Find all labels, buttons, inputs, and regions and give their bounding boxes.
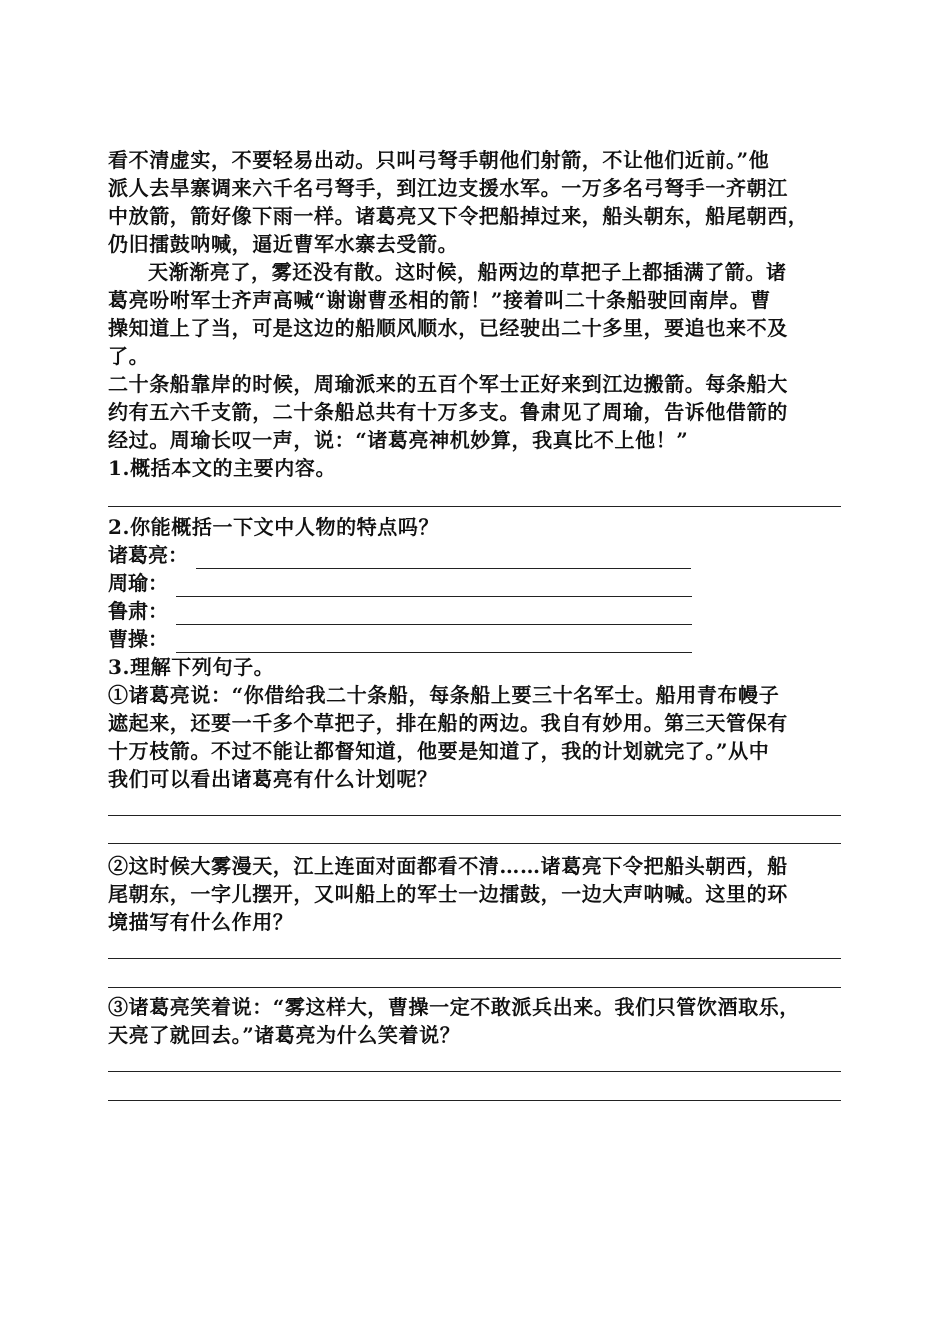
- text-line: 二十条船靠岸的时候，周瑜派来的五百个军士正好来到江边搬箭。每条船大: [108, 372, 788, 396]
- answer-line[interactable]: [176, 574, 692, 597]
- answer-line[interactable]: [176, 630, 692, 653]
- question-2: 2.你能概括一下文中人物的特点吗？: [108, 515, 440, 539]
- trait-field-lusu: [108, 597, 841, 625]
- question-3: 3.理解下列句子。: [108, 655, 275, 679]
- question-3-2: [108, 852, 841, 936]
- text-line: 派人去旱寨调来六千名弓弩手，到江边支援水军。一万多名弓弩手一齐朝江: [108, 176, 788, 200]
- text-line: ③诸葛亮笑着说：“雾这样大，曹操一定不敢派兵出来。我们只管饮酒取乐，: [108, 995, 800, 1019]
- trait-field-zhouyu: [108, 569, 841, 597]
- text-line: 约有五六千支箭，二十条船总共有十万多支。鲁肃见了周瑜，告诉他借箭的: [108, 400, 788, 424]
- text-line: 天渐渐亮了，雾还没有散。这时候，船两边的草把子上都插满了箭。诸: [148, 260, 787, 284]
- text-line: 境描写有什么作用？: [108, 910, 294, 934]
- text-line: 中放箭，箭好像下雨一样。诸葛亮又下令把船掉过来，船头朝东，船尾朝西，: [108, 204, 809, 228]
- text-line: 十万枝箭。不过不能让都督知道，他要是知道了，我的计划就完了。”从中: [108, 739, 770, 763]
- worksheet-content: [108, 146, 841, 1101]
- question-3-3: [108, 993, 841, 1049]
- text-line: 经过。周瑜长叹一声，说：“诸葛亮神机妙算，我真比不上他！”: [108, 428, 689, 452]
- text-line: ①诸葛亮说：“你借给我二十条船，每条船上要三十名军士。船用青布幔子: [108, 683, 780, 707]
- text-line: 了。: [108, 344, 150, 368]
- answer-line[interactable]: [196, 546, 691, 569]
- field-label: 曹操：: [108, 627, 168, 651]
- field-label: 诸葛亮：: [108, 543, 188, 567]
- text-line: 我们可以看出诸葛亮有什么计划呢？: [108, 767, 438, 791]
- text-line: 看不清虚实，不要轻易出动。只叫弓弩手朝他们射箭，不让他们近前。”他: [108, 148, 770, 172]
- field-label: 鲁肃：: [108, 599, 168, 623]
- text-line: ②这时候大雾漫天，江上连面对面都看不清……诸葛亮下令把船头朝西，船: [108, 854, 788, 878]
- text-line: 葛亮吩咐军士齐声高喊“谢谢曹丞相的箭！”接着叫二十条船驶回南岸。曹: [108, 288, 771, 312]
- field-label: 周瑜：: [108, 571, 168, 595]
- text-line: 仍旧擂鼓呐喊，逼近曹军水寨去受箭。: [108, 232, 459, 256]
- question-1: 1.概括本文的主要内容。: [108, 456, 337, 480]
- question-3-1: [108, 681, 841, 793]
- passage-paragraph: [108, 370, 841, 454]
- text-line: 遮起来，还要一千多个草把子，排在船的两边。我自有妙用。第三天管保有: [108, 711, 788, 735]
- trait-field-zhugeliang: [108, 541, 841, 569]
- passage-paragraph: [108, 258, 841, 370]
- trait-field-caocao: [108, 625, 841, 653]
- passage-paragraph: [108, 146, 841, 258]
- text-line: 操知道上了当，可是这边的船顺风顺水，已经驶出二十多里，要追也来不及: [108, 316, 788, 340]
- text-line: 天亮了就回去。”诸葛亮为什么笑着说？: [108, 1023, 461, 1047]
- answer-line[interactable]: [176, 602, 692, 625]
- text-line: 尾朝东，一字儿摆开，又叫船上的军士一边擂鼓，一边大声呐喊。这里的环: [108, 882, 788, 906]
- answer-line[interactable]: [108, 1100, 841, 1101]
